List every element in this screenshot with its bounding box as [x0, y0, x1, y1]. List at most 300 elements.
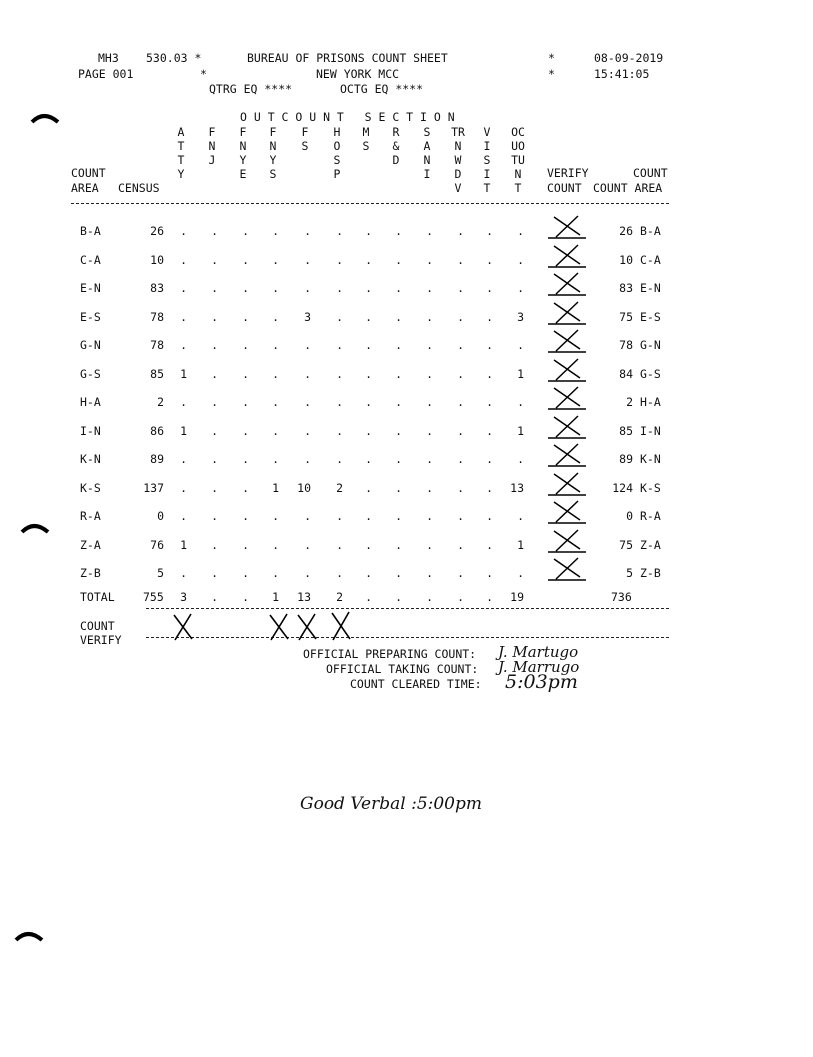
outcount-cell: . — [336, 253, 343, 267]
outcount-cell: . — [180, 452, 187, 466]
cleared-label: COUNT CLEARED TIME: — [350, 677, 482, 691]
outcount-cell: . — [486, 452, 493, 466]
verified-count: 10 — [619, 253, 633, 267]
outcount-cell: . — [242, 338, 249, 352]
outcount-cell: . — [365, 424, 372, 438]
outcount-cell: 1 — [517, 367, 524, 381]
count-area-header: COUNT AREA — [593, 181, 663, 195]
outcount-cell: . — [242, 253, 249, 267]
verified-count: 84 — [619, 367, 633, 381]
outcount-cell: . — [304, 538, 311, 552]
outcount-column-header-char: W — [454, 153, 462, 167]
outcount-cell: . — [426, 310, 433, 324]
outcount-cell: . — [211, 253, 218, 267]
outcount-cell: . — [180, 566, 187, 580]
outcount-cell: . — [517, 224, 524, 238]
outcount-cell: . — [395, 338, 402, 352]
verify-check-mark — [546, 527, 588, 555]
outcount-column-header-char: T — [177, 153, 185, 167]
preparing-signature: J. Martugo — [498, 643, 579, 661]
census-value: 78 — [150, 310, 164, 324]
page-number: PAGE 001 — [78, 67, 134, 81]
count-area-right: K-S — [640, 481, 661, 495]
outcount-cell: . — [395, 481, 402, 495]
total-census: 755 — [143, 590, 164, 604]
census-value: 89 — [150, 452, 164, 466]
outcount-cell: . — [336, 509, 343, 523]
verify-check-mark — [170, 612, 196, 642]
count-area-right: B-A — [640, 224, 661, 238]
verify-check-mark — [546, 299, 588, 327]
outcount-cell: . — [304, 281, 311, 295]
outcount-cell: . — [365, 367, 372, 381]
verify-check-mark — [546, 242, 588, 270]
outcount-cell: . — [486, 395, 493, 409]
outcount-cell: . — [272, 538, 279, 552]
outcount-cell: . — [304, 395, 311, 409]
verify-check-mark — [546, 213, 588, 241]
outcount-cell: . — [211, 509, 218, 523]
verify-check-mark — [546, 555, 588, 583]
outcount-column-header-char: T — [483, 181, 491, 195]
verified-count: 5 — [626, 566, 633, 580]
count-area: H-A — [80, 395, 101, 409]
outcount-cell: . — [486, 538, 493, 552]
outcount-cell: . — [486, 338, 493, 352]
count-area-right: G-S — [640, 367, 661, 381]
punch-mark — [30, 110, 60, 124]
outcount-column-header-char: S — [269, 167, 277, 181]
outcount-cell: . — [457, 253, 464, 267]
outcount-section-heading: O U T C O U N T S E C T I O N — [240, 110, 455, 124]
outcount-cell: . — [395, 538, 402, 552]
outcount-cell: . — [211, 367, 218, 381]
count-area: E-S — [80, 310, 101, 324]
outcount-column-header-char: N — [423, 153, 431, 167]
outcount-column-header-char: Y — [269, 153, 277, 167]
outcount-cell: . — [395, 367, 402, 381]
outcount-cell: . — [242, 224, 249, 238]
outcount-cell: . — [242, 538, 249, 552]
count-area-right: Z-B — [640, 566, 661, 580]
census-value: 78 — [150, 338, 164, 352]
outcount-cell: . — [517, 338, 524, 352]
outcount-cell: . — [426, 452, 433, 466]
count-area: Z-B — [80, 566, 101, 580]
outcount-cell: . — [457, 224, 464, 238]
count-area: G-S — [80, 367, 101, 381]
count-area: Z-A — [80, 538, 101, 552]
verify-check-mark — [546, 384, 588, 412]
cleared-time: 5:03pm — [505, 671, 578, 693]
report-date: 08-09-2019 — [594, 51, 664, 65]
institution-name: NEW YORK MCC — [316, 67, 400, 81]
outcount-cell: . — [242, 481, 249, 495]
outcount-cell: . — [365, 395, 372, 409]
census-value: 10 — [150, 253, 164, 267]
verified-count: 124 — [612, 481, 633, 495]
outcount-cell: 1 — [272, 590, 279, 604]
verify-header: COUNT — [547, 181, 582, 195]
outcount-column-header-char: F — [269, 125, 277, 139]
outcount-cell: 1 — [517, 424, 524, 438]
verify-check-mark — [546, 413, 588, 441]
outcount-column-header-char: N — [239, 139, 247, 153]
outcount-cell: . — [426, 281, 433, 295]
outcount-column-header-char: Y — [239, 153, 247, 167]
outcount-cell: . — [211, 281, 218, 295]
outcount-cell: . — [180, 481, 187, 495]
outcount-cell: . — [395, 452, 402, 466]
outcount-column-header-char: S — [362, 139, 370, 153]
outcount-cell: . — [242, 590, 249, 604]
outcount-cell: . — [457, 310, 464, 324]
outcount-cell: . — [180, 338, 187, 352]
verify-check-mark — [294, 612, 320, 642]
outcount-cell: . — [336, 310, 343, 324]
outcount-cell: . — [272, 424, 279, 438]
outcount-column-header-char: E — [239, 167, 247, 181]
outcount-cell: . — [365, 481, 372, 495]
outcount-cell: . — [211, 452, 218, 466]
outcount-cell: . — [365, 538, 372, 552]
census-value: 26 — [150, 224, 164, 238]
verify-check-mark — [546, 441, 588, 469]
count-area: E-N — [80, 281, 101, 295]
outcount-column-header-char: H — [333, 125, 341, 139]
outcount-cell: . — [365, 281, 372, 295]
outcount-column-header-char: S — [423, 125, 431, 139]
outcount-cell: . — [211, 424, 218, 438]
outcount-cell: . — [457, 566, 464, 580]
outcount-column-header-char: I — [423, 167, 431, 181]
verified-count: 2 — [626, 395, 633, 409]
outcount-cell: . — [426, 566, 433, 580]
outcount-cell: . — [395, 566, 402, 580]
outcount-cell: . — [426, 395, 433, 409]
outcount-cell: . — [426, 424, 433, 438]
outcount-cell: . — [211, 566, 218, 580]
outcount-cell: . — [180, 281, 187, 295]
outcount-column-header-char: Y — [177, 167, 185, 181]
outcount-cell: . — [395, 509, 402, 523]
outcount-cell: . — [211, 224, 218, 238]
verified-count: 0 — [626, 509, 633, 523]
count-verify-label: VERIFY — [80, 633, 122, 647]
outcount-column-header-char: N — [514, 167, 522, 181]
outcount-column-header-char: OC — [511, 125, 525, 139]
outcount-cell: . — [336, 338, 343, 352]
report-time: 15:41:05 — [594, 67, 650, 81]
octg-eq: OCTG EQ **** — [340, 82, 424, 96]
outcount-cell: . — [457, 538, 464, 552]
handwritten-note: Good Verbal :5:00pm — [300, 794, 483, 814]
outcount-cell: . — [457, 590, 464, 604]
outcount-cell: . — [426, 224, 433, 238]
outcount-cell: . — [272, 224, 279, 238]
report-title: BUREAU OF PRISONS COUNT SHEET — [247, 51, 448, 65]
outcount-column-header-char: N — [454, 139, 462, 153]
outcount-cell: . — [457, 367, 464, 381]
outcount-cell: 1 — [180, 424, 187, 438]
outcount-cell: . — [457, 481, 464, 495]
outcount-cell: . — [426, 338, 433, 352]
verify-check-mark — [546, 356, 588, 384]
verified-count: 78 — [619, 338, 633, 352]
outcount-column-header-char: V — [454, 181, 462, 195]
census-value: 0 — [157, 509, 164, 523]
outcount-cell: . — [426, 253, 433, 267]
outcount-cell: . — [180, 509, 187, 523]
outcount-cell: . — [395, 224, 402, 238]
outcount-cell: . — [486, 310, 493, 324]
total-label: TOTAL — [80, 590, 115, 604]
outcount-cell: . — [486, 481, 493, 495]
outcount-column-header-char: TR — [451, 125, 465, 139]
outcount-cell: . — [272, 253, 279, 267]
outcount-cell: 19 — [510, 590, 524, 604]
outcount-cell: . — [180, 224, 187, 238]
outcount-cell: . — [242, 509, 249, 523]
verified-count: 75 — [619, 310, 633, 324]
outcount-cell: . — [336, 424, 343, 438]
outcount-column-header-char: T — [177, 139, 185, 153]
outcount-cell: . — [211, 538, 218, 552]
outcount-cell: . — [304, 424, 311, 438]
outcount-cell: . — [304, 253, 311, 267]
count-area: I-N — [80, 424, 101, 438]
outcount-cell: . — [242, 310, 249, 324]
outcount-cell: . — [272, 509, 279, 523]
count-area: B-A — [80, 224, 101, 238]
count-area: K-S — [80, 481, 101, 495]
census-value: 83 — [150, 281, 164, 295]
count-area-right: I-N — [640, 424, 661, 438]
outcount-cell: . — [517, 253, 524, 267]
outcount-cell: . — [395, 310, 402, 324]
count-area-right: E-S — [640, 310, 661, 324]
outcount-cell: 2 — [336, 590, 343, 604]
outcount-cell: 13 — [297, 590, 311, 604]
outcount-cell: . — [457, 338, 464, 352]
outcount-column-header-char: O — [333, 139, 341, 153]
verified-count: 26 — [619, 224, 633, 238]
verify-check-mark — [546, 327, 588, 355]
outcount-cell: . — [365, 452, 372, 466]
outcount-cell: . — [304, 566, 311, 580]
outcount-cell: . — [486, 281, 493, 295]
census-value: 5 — [157, 566, 164, 580]
taking-signature: J. Marrugo — [498, 658, 580, 676]
taking-label: OFFICIAL TAKING COUNT: — [326, 662, 479, 676]
outcount-cell: . — [457, 281, 464, 295]
outcount-cell: . — [365, 590, 372, 604]
count-area-right: Z-A — [640, 538, 661, 552]
outcount-cell: . — [272, 281, 279, 295]
report-code: 530.03 * — [146, 51, 202, 65]
outcount-cell: 1 — [517, 538, 524, 552]
verified-count: 83 — [619, 281, 633, 295]
outcount-cell: 3 — [517, 310, 524, 324]
outcount-column-header-char: A — [423, 139, 431, 153]
outcount-cell: . — [304, 509, 311, 523]
outcount-cell: . — [336, 367, 343, 381]
outcount-cell: . — [304, 452, 311, 466]
verify-check-mark — [546, 470, 588, 498]
count-area-right: G-N — [640, 338, 661, 352]
outcount-cell: . — [180, 395, 187, 409]
outcount-column-header-char: D — [392, 153, 400, 167]
outcount-cell: . — [486, 424, 493, 438]
outcount-cell: . — [426, 481, 433, 495]
outcount-column-header-char: & — [392, 139, 400, 153]
outcount-cell: . — [242, 566, 249, 580]
outcount-column-header-char: F — [208, 125, 216, 139]
outcount-cell: . — [211, 395, 218, 409]
outcount-cell: . — [365, 509, 372, 523]
count-area-right: H-A — [640, 395, 661, 409]
outcount-cell: . — [272, 566, 279, 580]
outcount-cell: . — [242, 281, 249, 295]
outcount-cell: . — [395, 590, 402, 604]
outcount-cell: . — [486, 509, 493, 523]
outcount-column-header-char: D — [454, 167, 462, 181]
outcount-column-header-char: R — [392, 125, 400, 139]
outcount-cell: . — [242, 395, 249, 409]
outcount-cell: . — [272, 338, 279, 352]
punch-mark — [20, 520, 50, 534]
outcount-cell: 1 — [180, 538, 187, 552]
outcount-cell: . — [272, 367, 279, 381]
outcount-cell: . — [486, 566, 493, 580]
outcount-cell: 3 — [304, 310, 311, 324]
outcount-cell: . — [336, 281, 343, 295]
census-header: CENSUS — [118, 181, 160, 195]
verified-count: 75 — [619, 538, 633, 552]
outcount-cell: . — [272, 395, 279, 409]
outcount-cell: 1 — [272, 481, 279, 495]
count-area-right: C-A — [640, 253, 661, 267]
verify-check-mark — [546, 270, 588, 298]
outcount-column-header-char: J — [208, 153, 216, 167]
outcount-cell: . — [486, 590, 493, 604]
census-value: 76 — [150, 538, 164, 552]
verified-count: 85 — [619, 424, 633, 438]
verify-check-mark — [328, 610, 354, 642]
outcount-cell: . — [517, 566, 524, 580]
outcount-cell: . — [336, 452, 343, 466]
header-star: * — [548, 67, 555, 81]
outcount-cell: . — [365, 338, 372, 352]
count-area-header: AREA — [71, 181, 99, 195]
count-area-right: K-N — [640, 452, 661, 466]
outcount-cell: . — [242, 452, 249, 466]
verify-line — [146, 637, 669, 638]
outcount-cell: . — [211, 338, 218, 352]
preparing-label: OFFICIAL PREPARING COUNT: — [303, 647, 477, 661]
outcount-cell: . — [211, 310, 218, 324]
outcount-cell: . — [395, 395, 402, 409]
count-area-right: E-N — [640, 281, 661, 295]
outcount-cell: . — [486, 253, 493, 267]
outcount-cell: . — [365, 310, 372, 324]
count-area: C-A — [80, 253, 101, 267]
outcount-cell: . — [457, 395, 464, 409]
program-id: MH3 — [98, 51, 119, 65]
outcount-cell: . — [242, 424, 249, 438]
outcount-cell: . — [272, 310, 279, 324]
outcount-cell: 13 — [510, 481, 524, 495]
outcount-cell: . — [242, 367, 249, 381]
outcount-cell: . — [211, 590, 218, 604]
outcount-cell: 3 — [180, 590, 187, 604]
outcount-cell: . — [336, 395, 343, 409]
outcount-cell: . — [211, 481, 218, 495]
outcount-column-header-char: I — [483, 167, 491, 181]
outcount-cell: . — [395, 253, 402, 267]
outcount-cell: . — [457, 509, 464, 523]
total-divider — [146, 608, 669, 609]
count-verify-label: COUNT — [80, 619, 115, 633]
outcount-cell: . — [336, 224, 343, 238]
outcount-column-header-char: S — [301, 139, 309, 153]
outcount-cell: . — [365, 224, 372, 238]
punch-mark — [14, 928, 44, 942]
outcount-cell: . — [426, 367, 433, 381]
census-value: 2 — [157, 395, 164, 409]
outcount-cell: . — [486, 367, 493, 381]
outcount-column-header-char: T — [514, 181, 522, 195]
outcount-cell: . — [517, 395, 524, 409]
outcount-column-header-char: P — [333, 167, 341, 181]
outcount-cell: . — [304, 338, 311, 352]
census-value: 86 — [150, 424, 164, 438]
outcount-cell: . — [486, 224, 493, 238]
outcount-cell: . — [272, 452, 279, 466]
outcount-column-header-char: TU — [511, 153, 525, 167]
header-divider — [71, 203, 669, 204]
outcount-cell: . — [336, 566, 343, 580]
outcount-column-header-char: V — [483, 125, 491, 139]
outcount-cell: . — [395, 424, 402, 438]
outcount-column-header-char: F — [239, 125, 247, 139]
outcount-cell: . — [457, 452, 464, 466]
outcount-column-header-char: A — [177, 125, 185, 139]
count-area: G-N — [80, 338, 101, 352]
outcount-cell: . — [457, 424, 464, 438]
outcount-column-header-char: S — [333, 153, 341, 167]
outcount-column-header-char: I — [483, 139, 491, 153]
count-area-right: R-A — [640, 509, 661, 523]
header-star: * — [200, 67, 207, 81]
outcount-cell: . — [180, 253, 187, 267]
outcount-cell: . — [180, 310, 187, 324]
outcount-cell: . — [426, 538, 433, 552]
outcount-cell: . — [365, 566, 372, 580]
census-value: 137 — [143, 481, 164, 495]
count-area: K-N — [80, 452, 101, 466]
outcount-cell: . — [304, 367, 311, 381]
count-area-header: COUNT — [71, 166, 106, 180]
outcount-cell: . — [426, 509, 433, 523]
outcount-column-header-char: N — [269, 139, 277, 153]
census-value: 85 — [150, 367, 164, 381]
count-area: R-A — [80, 509, 101, 523]
outcount-cell: . — [517, 509, 524, 523]
outcount-column-header-char: UO — [511, 139, 525, 153]
outcount-cell: . — [365, 253, 372, 267]
total-verified: 736 — [611, 590, 632, 604]
